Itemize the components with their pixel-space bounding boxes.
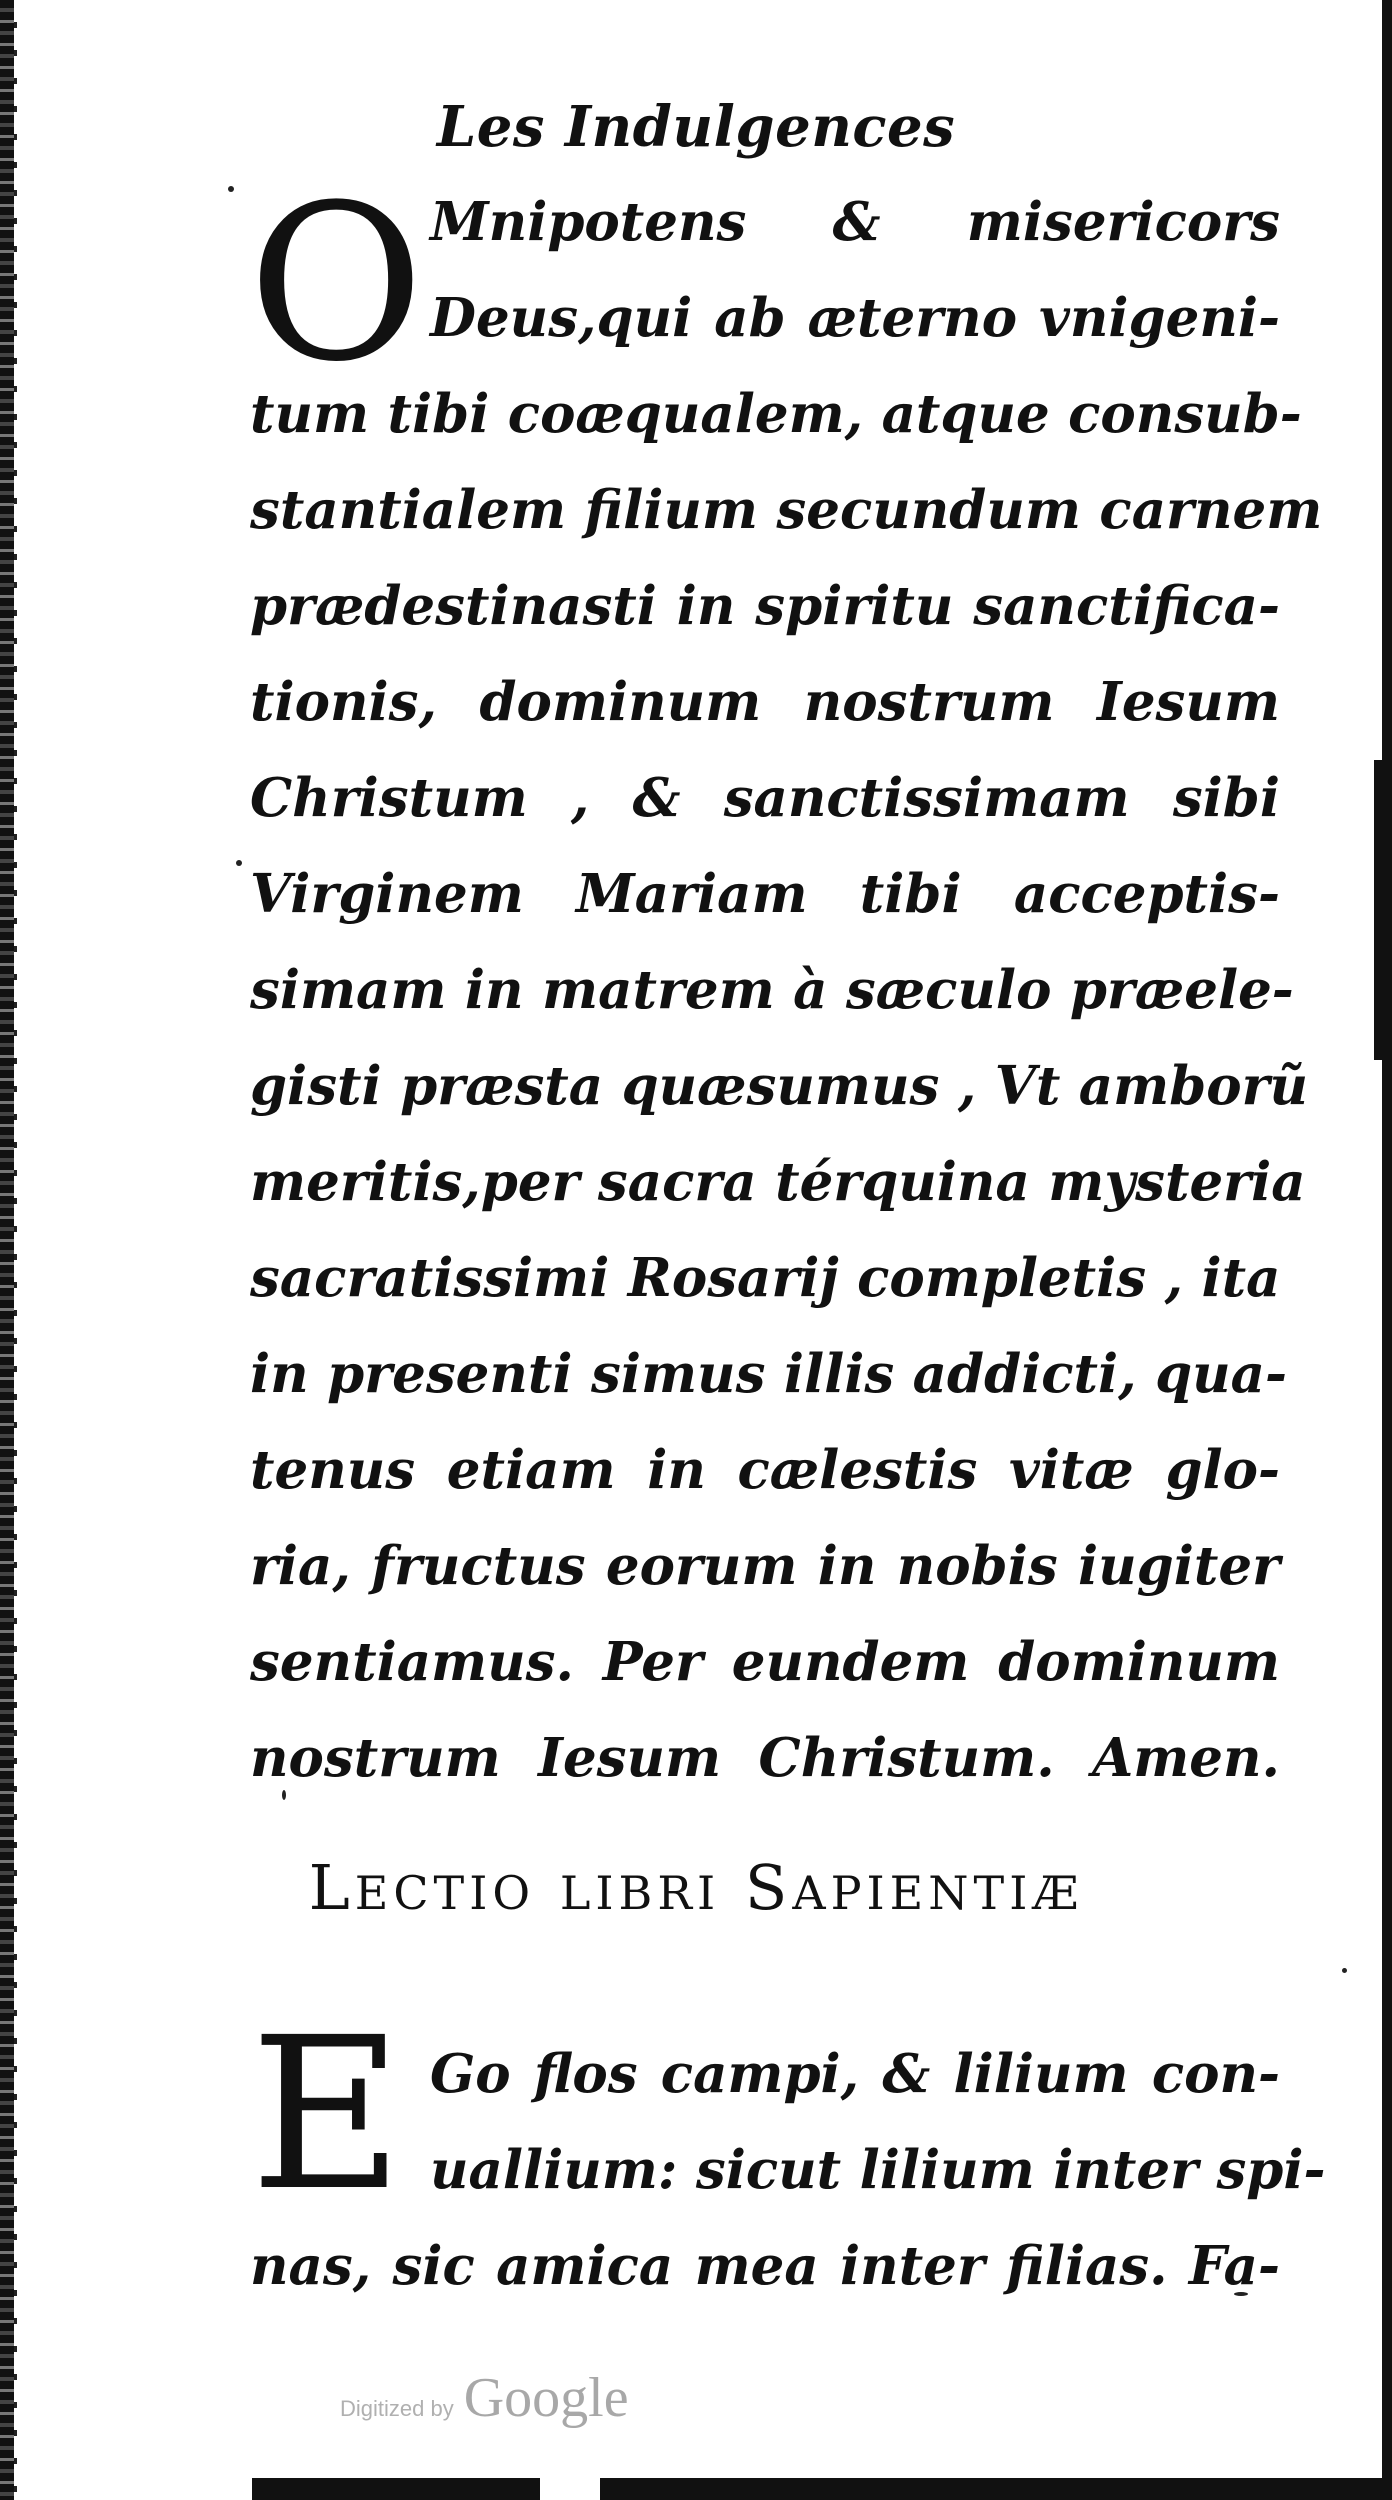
prayer-line: ria, fructus eorum in nobis iugiter [250, 1535, 1280, 1597]
prayer-drop-cap: O [248, 158, 425, 409]
watermark-prefix: Digitized by [340, 2396, 454, 2421]
scan-right-edge [1382, 0, 1392, 2500]
scan-bottom-edge [252, 2478, 1392, 2500]
prayer-line: tum tibi coæqualem, atque consub- [250, 383, 1302, 445]
digitized-watermark [340, 2366, 629, 2446]
prayer-line: Mnipotens & misericors [430, 191, 1280, 253]
prayer-line: stantialem filium secundum carnem [250, 479, 1323, 541]
scan-speck [228, 186, 234, 192]
lesson-line: Go flos campi, & lilium con- [430, 2043, 1280, 2105]
prayer-line: nostrum Iesum Christum. Amen. [250, 1727, 1280, 1789]
running-head: Les Indulgences [436, 94, 956, 160]
prayer-line: in presenti simus illis addicti, qua- [250, 1343, 1287, 1405]
lesson-line: nas, sic amica mea inter filias. Fa- [250, 2235, 1280, 2297]
scan-bottom-gap [540, 2478, 600, 2500]
heading-text: APIENTIÆ [792, 1866, 1084, 1920]
watermark-brand: Google [463, 2367, 629, 2429]
scan-right-tab [1374, 760, 1382, 1060]
scan-left-edge-marks [14, 0, 17, 2500]
heading-text: ECTIO [354, 1866, 536, 1920]
prayer-line: meritis,per sacra térquina mysteria [250, 1151, 1306, 1213]
section-heading [0, 1848, 1392, 1933]
scan-speck [236, 860, 242, 866]
heading-text: LIBRI [559, 1866, 721, 1920]
lesson-drop-cap: E [250, 1992, 404, 2237]
prayer-line: Deus,qui ab æterno vnigeni- [430, 287, 1280, 349]
prayer-line: tionis, dominum nostrum Iesum [250, 671, 1280, 733]
prayer-line: gisti præsta quæsumus , Vt amborũ [250, 1055, 1309, 1117]
lesson-line: uallium: sicut lilium inter spi- [430, 2139, 1326, 2201]
scan-speck [1342, 1968, 1347, 1973]
prayer-line: Virginem Mariam tibi acceptis- [250, 863, 1280, 925]
prayer-line: prædestinasti in spiritu sanctifica- [250, 575, 1280, 637]
scan-left-edge [0, 0, 14, 2500]
prayer-line: tenus etiam in cælestis vitæ glo- [250, 1439, 1280, 1501]
prayer-line: Christum , & sanctissimam sibi [250, 767, 1280, 829]
prayer-line: sacratissimi Rosarij completis , ita [250, 1247, 1281, 1309]
prayer-line: sentiamus. Per eundem dominum [250, 1631, 1280, 1693]
heading-initial: L [308, 1851, 355, 1924]
heading-initial: S [744, 1851, 793, 1924]
prayer-line: simam in matrem à sæculo præele- [250, 959, 1294, 1021]
